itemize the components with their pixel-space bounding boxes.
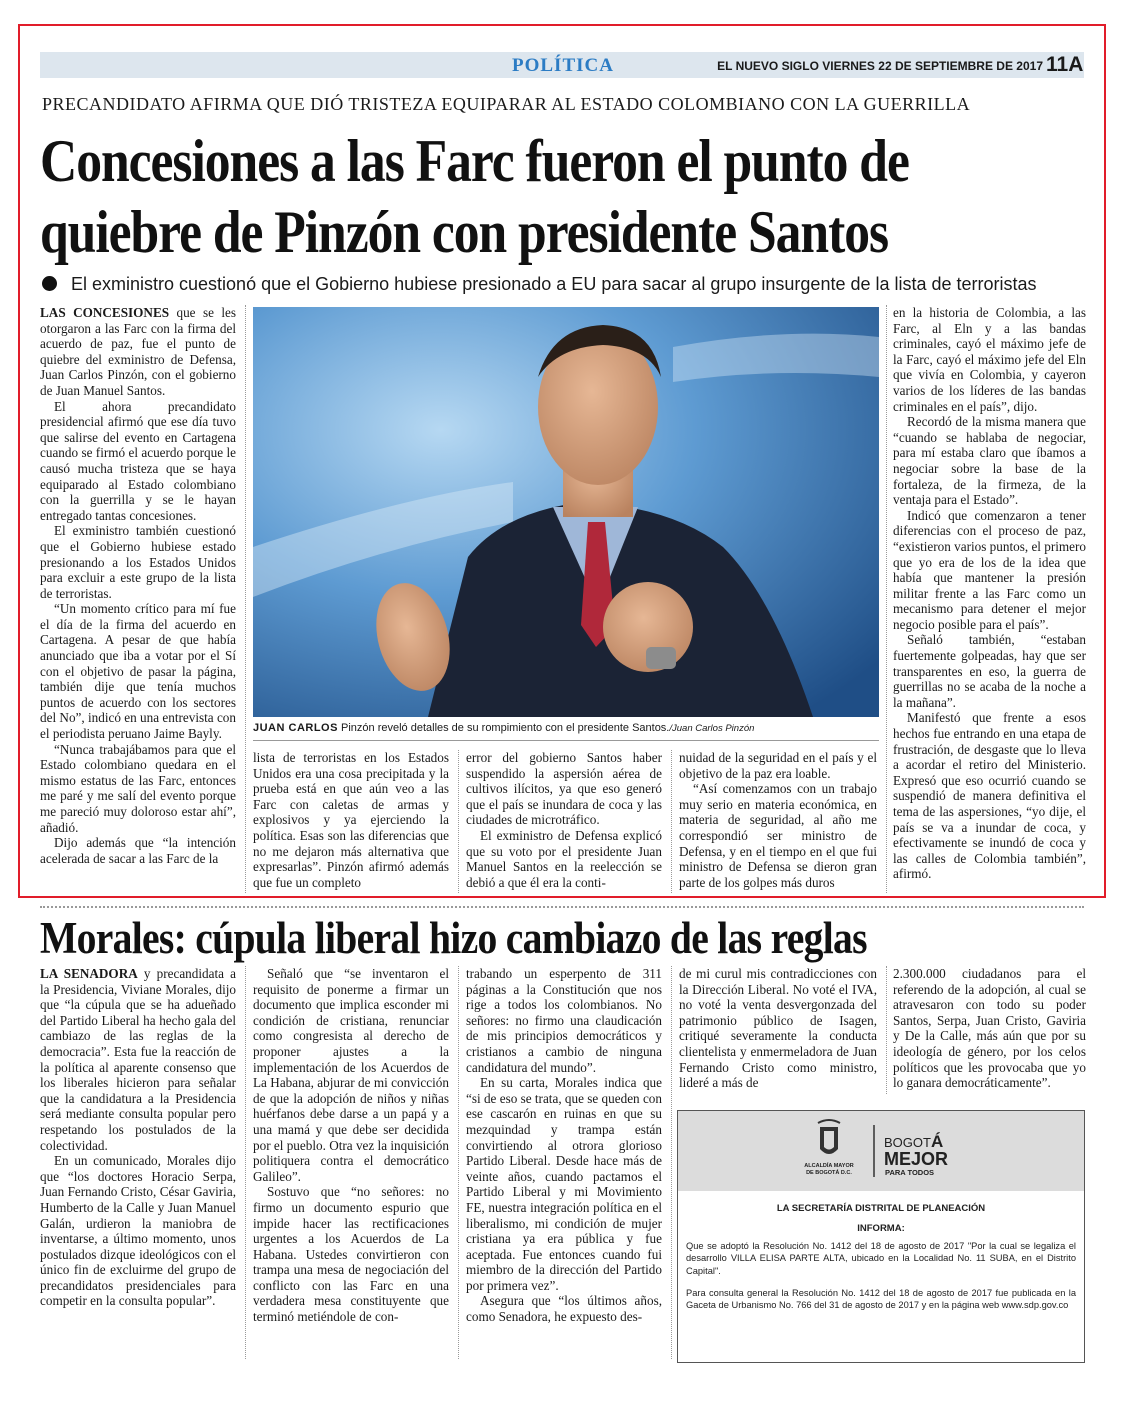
paragraph-text: y precandidata a la Presidencia, Viviane Morales, dijo que “la cúpula que se ha adueñado del Partido Liberal ha hecho gala del cambiazo de las reglas de la democracia”. Esta fue la reacción de la política al aparente consenso que los liberales hicieron para señalar que la candidatura a la Presidencia será mediante consulta popular pero respetando los postulados de la colectividad. — [40, 966, 236, 1153]
ad-paragraph: Que se adoptó la Resolución No. 1412 del 18 de agosto de 2017 "Por la cual se legaliza el desarrollo VILLA ELISA PARTE ALTA, ubicado en la Localidad No. 11 SUBA, en el Distrito Capital". — [686, 1240, 1076, 1276]
ad-paragraph: Para consulta general la Resolución No. 1412 del 18 de agosto de 2017 fue publicada en la Gaceta de Urbanismo No. 766 del 31 de agosto de 2017 y en la página web www.sdp.gov.co — [686, 1288, 1076, 1311]
photo-illustration — [253, 307, 879, 717]
paragraph: de mi curul mis contradicciones con la Dirección Liberal. No voté el IVA, no voté la venta desvergonzada del patrimonio público de Isagen, critiqué severamente la conducta clientelista y enmermeladora de Juan Fernando Cristo como ministro, lideré a más de — [679, 966, 877, 1091]
article-2-column-1 — [40, 966, 236, 1361]
paragraph: lista de terroristas en los Estados Unidos era una cosa precipitada y la prueba está en que aún veo a las Farc con caletas de armas y explosivos y ya ejerciendo la política. Esas son las diferencias que no me dejaron más alternativa que expresarlas”. Pinzón afirmó además que fue un completo — [253, 750, 449, 890]
article-photo — [253, 307, 879, 717]
article-divider — [40, 906, 1084, 908]
paragraph: “Nunca trabajábamos para que el Estado colombiano quedara en el mismo estatus de las Farc, entonces me paré y me salí del evento porque me pareció muy doloroso estar ahí”, añadió. — [40, 741, 236, 835]
paragraph: En su carta, Morales indica que “si de eso se trata, que se queden con ese cascarón en ruinas en que su mezquindad y trampa están convirtiendo al otrora glorioso Partido Liberal. Desde hace más de veinte años, cuando pactamos el Partido Liberal y mi Movimiento FE, nuestra integración política en el liberalismo, mi condición de mujer cristiana ya era pública y fue aceptada. Fue entonces cuando fui miembro de la dirección del Partido por primera vez”. — [466, 1075, 662, 1293]
paragraph: Indicó que comenzaron a tener diferencias con el proceso de paz, “existieron varios puntos, el primero que yo era de los de la idea que había que mantener la presión militar frente a las Farc como un mecanismo para detener el mejor negocio posible para el país”. — [893, 507, 1086, 632]
paragraph: El exministro de Defensa explicó que su voto por el presidente Juan Manuel Santos en la reelección se debió a que él era la conti- — [466, 827, 662, 890]
svg-text:ALCALDÍA MAYOR: ALCALDÍA MAYOR — [804, 1163, 854, 1169]
page-number: 11A — [1046, 53, 1084, 76]
headline-line-2: quiebre de Pinzón con presidente Santos — [40, 199, 889, 265]
paragraph: Recordó de la misma manera que “cuando se hablaba de negociar, para mí estaba claro que íbamos a negociar sobre la base de la fortaleza, de la firmeza, de la ventaja para el Estado”. — [893, 414, 1086, 508]
svg-text:MEJOR: MEJOR — [884, 1149, 949, 1169]
section-label: POLÍTICA — [512, 55, 614, 76]
lead-in: LAS CONCESIONES — [40, 305, 170, 320]
paragraph: Manifestó que frente a esos hechos fue entrando en una etapa de frustración, de desgaste que lo lleva a acordar el retiro del Ministerio. Expresó que eso ocurrió cuando se suspendió de manera definitiva el tema de las aspersiones, “yo dije, el país se va a inundar de coca, y efectivamente se inundó de coca y las calles de Colombia también”, afirmó. — [893, 710, 1086, 882]
column-divider — [245, 305, 246, 893]
lead-in: LA SENADORA — [40, 966, 138, 981]
ad-informa: INFORMA: — [857, 1223, 905, 1235]
paragraph: Señaló que “se inventaron el requisito de ponerme a firmar un documento que implica esconder mi condición de cristiana, renunciar como congresista al derecho de proponer ajustes a la implementación de los Acuerdos de La Habana, abjurar de mi convicción de que la adopción de niños y niñas huérfanos debe darse a un papá y a una mamá y que debe ser decidida por el pueblo. Otra vez la inquisición politiquera contra el democrático Galileo”. — [253, 966, 449, 1184]
article-headline — [40, 126, 952, 268]
ad-title: LA SECRETARÍA DISTRITAL DE PLANEACIÓN — [776, 1203, 986, 1214]
bogota-mejor-para-todos-logo — [884, 1132, 948, 1177]
ad-body — [686, 1203, 1076, 1322]
caption-text: Pinzón reveló detalles de su rompimiento con el presidente Santos. — [337, 722, 670, 734]
government-notice-ad — [677, 1110, 1085, 1363]
bullet-icon — [42, 276, 57, 291]
paragraph: Asegura que “los últimos años, como Senadora, he expuesto des- — [466, 1293, 662, 1325]
dateline: EL NUEVO SIGLO VIERNES 22 DE SEPTIEMBRE DE 2017 — [717, 59, 1043, 73]
article-2-column-2 — [253, 966, 449, 1361]
subhead-text: El exministro cuestionó que el Gobierno hubiese presionado a EU para sacar al grupo insurgente de la lista de terroristas — [71, 274, 1037, 294]
column-divider — [245, 966, 246, 1359]
paragraph: Señaló también, “estaban fuertemente golpeadas, hay que ser transparentes en eso, la guerra de guerrillas no se acaba de la noche a la mañana”. — [893, 632, 1086, 710]
paragraph: “Así comenzamos con un trabajo muy serio en materia económica, en materia de seguridad, al año me correspondió ser ministro de Defensa, y en el tiempo en el que fui ministro de Defensa se dieron gran parte de los golpes más duros — [679, 781, 877, 890]
svg-text:PARA TODOS: PARA TODOS — [885, 1168, 935, 1177]
article-2-column-4 — [679, 966, 877, 1096]
ad-banner — [678, 1111, 1084, 1191]
photo-caption — [253, 722, 879, 734]
paragraph: error del gobierno Santos haber suspendido la aspersión aérea de cultivos ilícitos, ya que eso generó que el país se inundara de coca y las ciudades de microtráfico. — [466, 750, 662, 828]
paragraph: 2.300.000 ciudadanos para el referendo de la adopción, al cual se atravesaron con todo su poder Santos, Serpa, Juan Cristo, Gaviria y De la Calle, más aún que por su ideología de género, por los celos políticos que les provocaba que yo lo ganara democráticamente”. — [893, 966, 1086, 1091]
article-2-column-5 — [893, 966, 1086, 1096]
ad-logos — [678, 1111, 1084, 1191]
paragraph: en la historia de Colombia, a las Farc, al Eln y a las bandas criminales, cayó el máximo jefe de la Farc, cayó el máximo jefe del Eln que vivía en Colombia, y cayeron varios de los líderes de las bandas criminales en el país”, dijo. — [893, 305, 1086, 414]
caption-lead: JUAN CARLOS — [253, 722, 338, 734]
paragraph: trabando un esperpento de 311 páginas a la Constitución que nos rige a todos los colombianos. No señores: no firmo una claudicación de mis principios democráticos y cristianos a cambio de ninguna candidatura del mundo”. — [466, 966, 662, 1075]
article-column-4 — [679, 750, 877, 895]
article-2-headline: Morales: cúpula liberal hizo cambiazo de las reglas — [40, 913, 867, 963]
article-column-2 — [253, 750, 449, 895]
paragraph-text: que se les otorgaron a las Farc con la firma del acuerdo de paz, fue el punto de quiebre del exministro de Defensa, Juan Carlos Pinzón, con el gobierno de Juan Manuel Santos. — [40, 305, 236, 398]
caption-rule — [253, 740, 879, 741]
paragraph: “Un momento crítico para mí fue el día de la firma del acuerdo en Cartagena. A pesar de que había anunciado que iba a votar por el Sí con el objetivo de pasar la página, también dije que tenía muchos puntos de acuerdo con los sectores del No”, indicó en una entrevista con el periodista peruano Jaime Bayly. — [40, 601, 236, 742]
photo-credit: /Juan Carlos Pinzón — [669, 723, 755, 734]
article-column-5 — [893, 305, 1086, 895]
column-divider — [886, 305, 887, 893]
headline-line-1: Concesiones a las Farc fueron el punto de — [40, 128, 909, 194]
svg-text:BOGOTÁ: BOGOTÁ — [884, 1132, 944, 1151]
column-divider — [458, 966, 459, 1359]
article-subhead — [42, 274, 1037, 295]
article-2-column-3 — [466, 966, 662, 1361]
column-divider — [671, 966, 672, 1359]
column-divider — [886, 966, 887, 1094]
bogota-coat-of-arms-icon — [804, 1120, 853, 1176]
paragraph: El exministro también cuestionó que el Gobierno hubiese estado presionando a los Estados Unidos para excluir a este grupo de la lista de terroristas. — [40, 523, 236, 601]
paragraph: El ahora precandidato presidencial afirmó que ese día tuvo que salirse del evento en Cartagena cuando se firmó el acuerdo porque le causó mucha tristeza que se haya equiparado al Estado colombiano con la guerrilla y se le hayan entregado tantas concesiones. — [40, 398, 236, 523]
article-column-1 — [40, 305, 236, 895]
article-kicker: PRECANDIDATO AFIRMA QUE DIÓ TRISTEZA EQUIPARAR AL ESTADO COLOMBIANO CON LA GUERRILLA — [42, 94, 971, 114]
paragraph: Sostuvo que “no señores: no firmo un documento espurio que impide hacer las rectificaciones urgentes a los Acuerdos de La Habana. Ustedes convirtieron con trampa una mesa de negociación del conflicto con las Farc en una verdadera mesa constituyente que terminó metiéndole de con- — [253, 1184, 449, 1325]
paragraph — [40, 966, 236, 1153]
paragraph: En un comunicado, Morales dijo que “los doctores Horacio Serpa, Juan Fernando Cristo, César Gaviria, Humberto de la Calle y Juan Manuel Galán, urdieron la maniobra de inventarse, a último momento, unos postulados dizque ideológicos con el único fin de excluirme del grupo de precandidatos presidenciales para competir en la consulta popular”. — [40, 1153, 236, 1309]
svg-text:DE BOGOTÁ D.C.: DE BOGOTÁ D.C. — [806, 1170, 852, 1176]
paragraph — [40, 305, 236, 399]
paragraph: Dijo además que “la intención acelerada de sacar a las Farc de la — [40, 835, 236, 866]
article-column-3 — [466, 750, 662, 895]
paragraph: nuidad de la seguridad en el país y el objetivo de la paz era loable. — [679, 750, 877, 781]
column-divider — [458, 750, 459, 893]
column-divider — [671, 750, 672, 893]
